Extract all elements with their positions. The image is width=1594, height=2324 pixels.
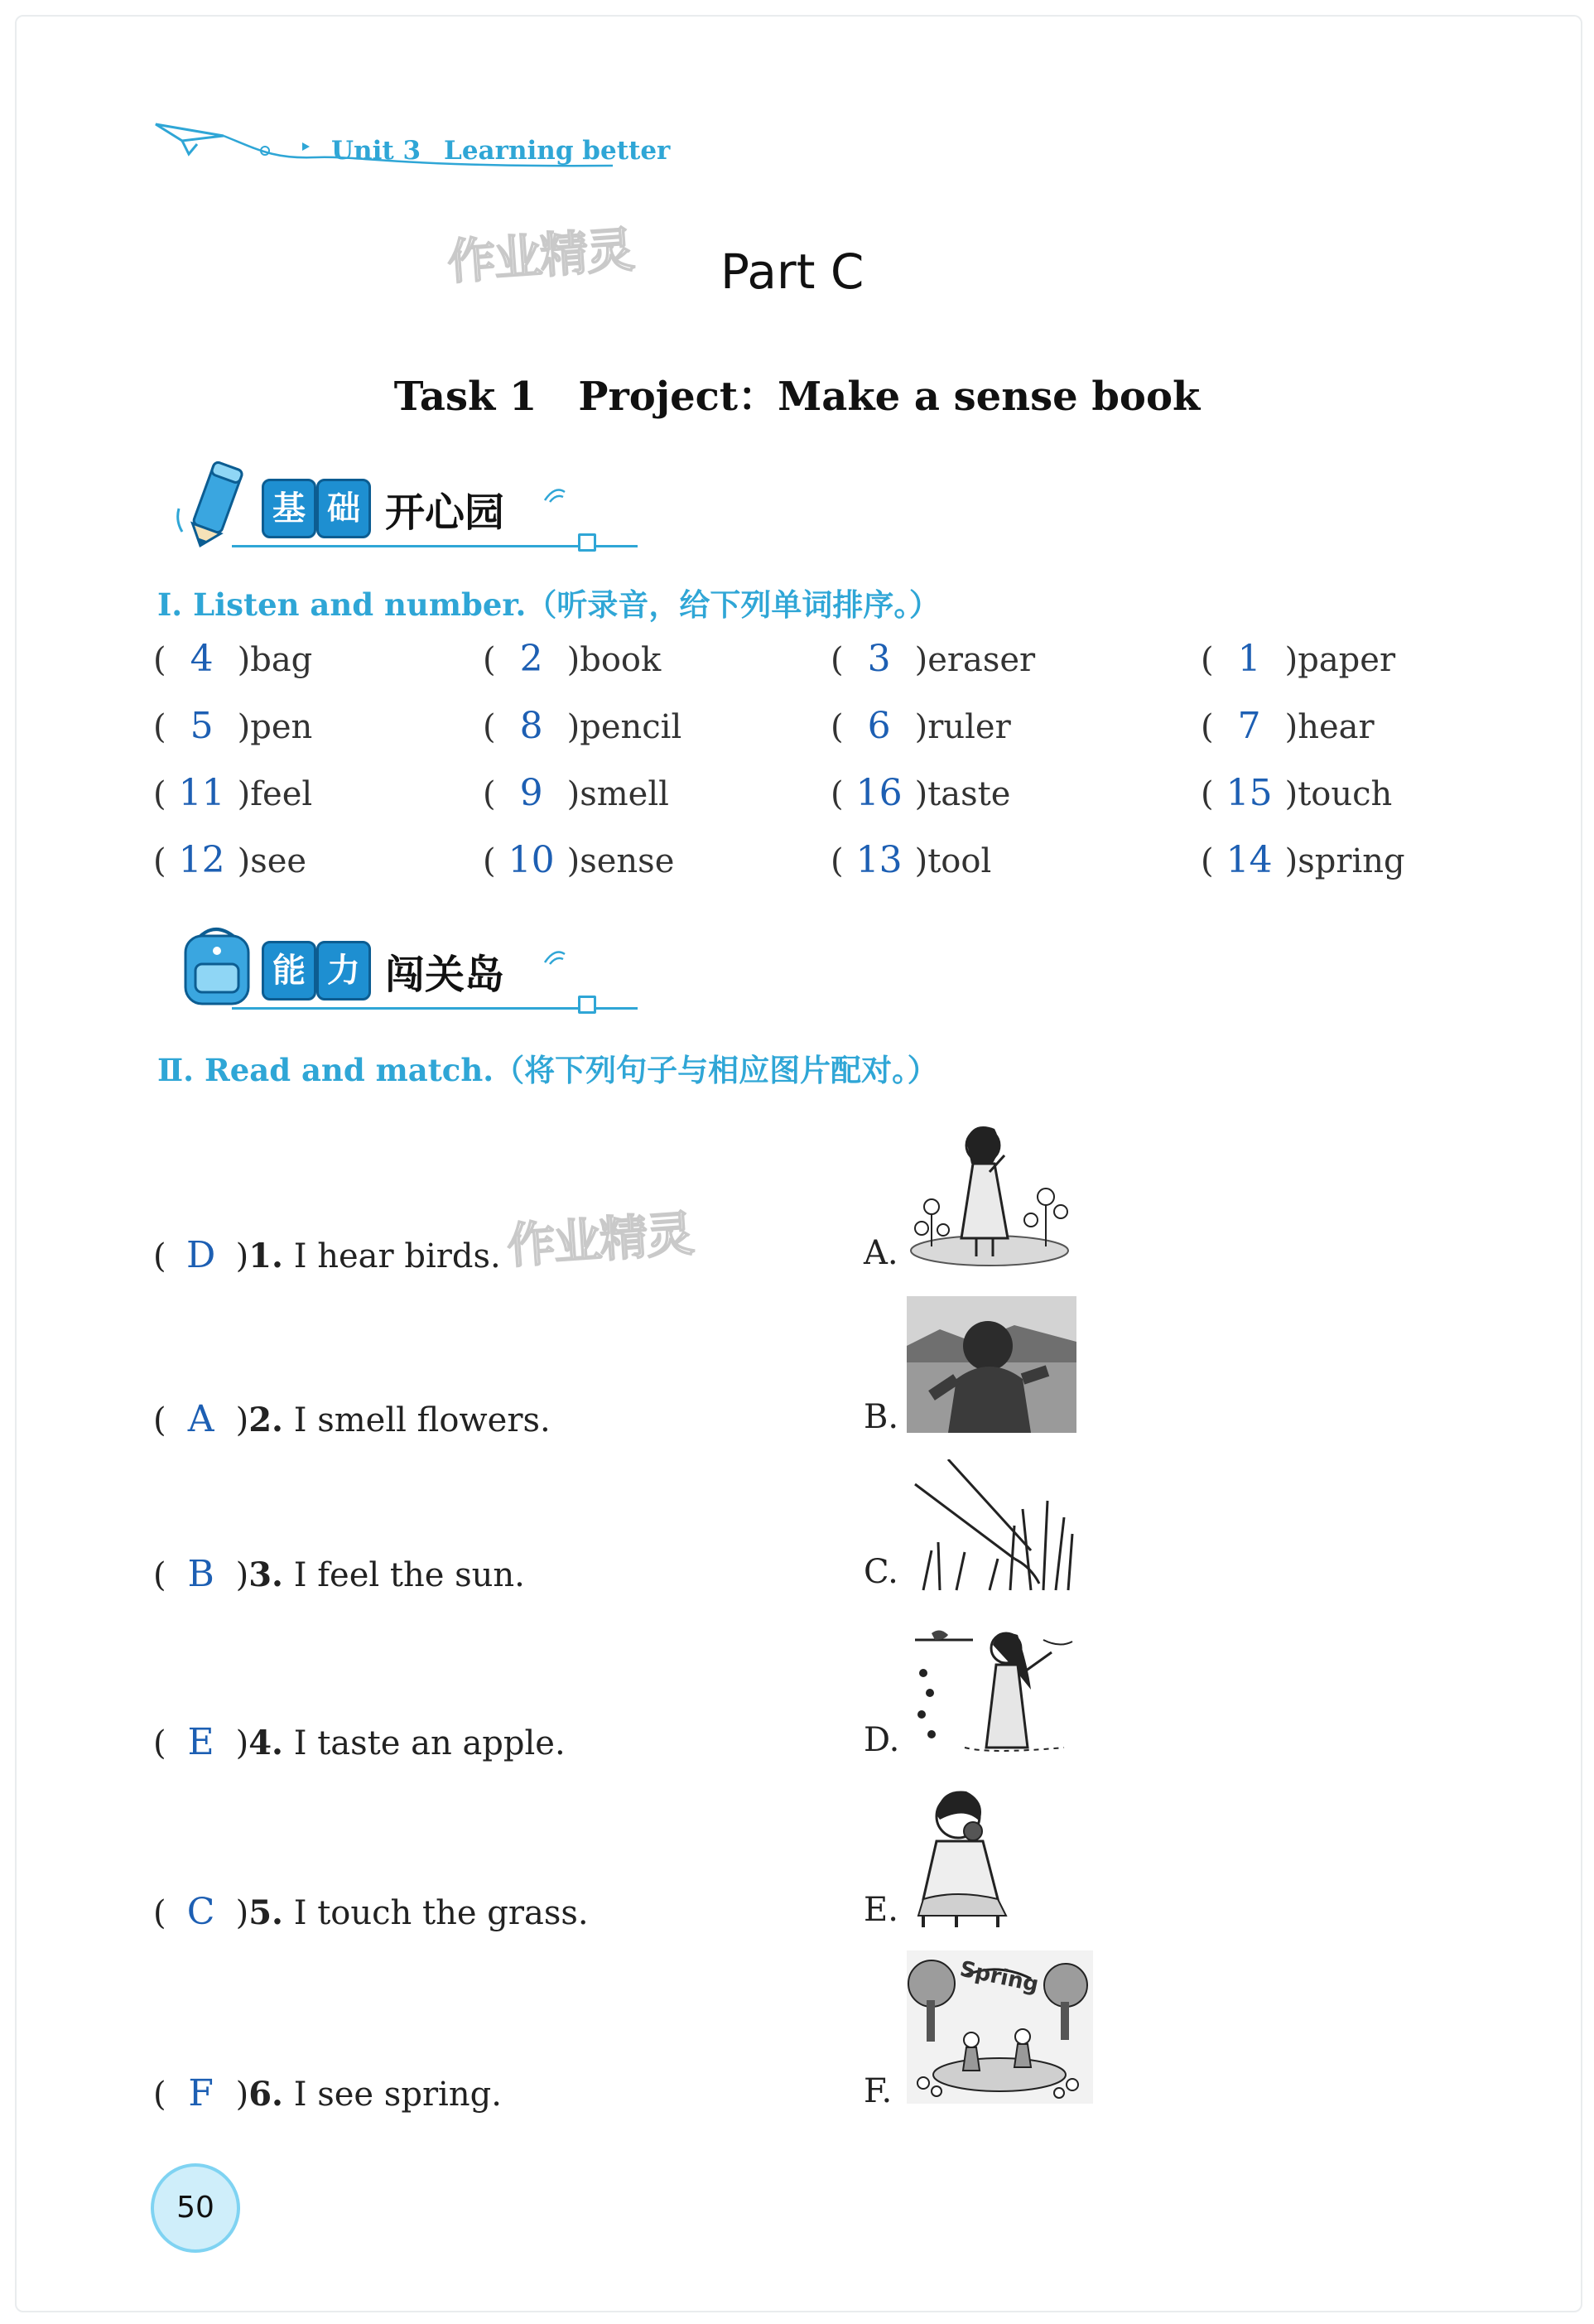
- person-feeling-sun-image: [907, 1296, 1076, 1433]
- girl-hearing-birds-image: [907, 1623, 1076, 1760]
- picture-label: C.: [864, 1553, 898, 1591]
- word: see: [250, 842, 307, 880]
- word-item: ( 15 )touch: [1201, 772, 1393, 814]
- picture-label: F.: [864, 2072, 893, 2110]
- word: bag: [250, 641, 313, 679]
- word: taste: [927, 775, 1011, 813]
- answer: 10: [508, 839, 555, 881]
- word: smell: [580, 775, 669, 813]
- word: hear: [1298, 708, 1375, 746]
- answer: 6: [867, 705, 891, 747]
- answer: F: [188, 2072, 214, 2114]
- watermark: 作业精灵: [445, 221, 635, 291]
- word-grid: [153, 638, 1478, 906]
- answer: 7: [1237, 705, 1261, 747]
- word-item: ( 3 )eraser: [831, 638, 1036, 680]
- word: ruler: [927, 708, 1011, 746]
- word-row: [153, 839, 1478, 906]
- answer: 14: [1226, 839, 1273, 881]
- answer: B: [187, 1553, 214, 1595]
- match-item: ( F )6. I see spring.: [153, 2072, 502, 2114]
- section-banner-basic: [157, 454, 621, 562]
- item-number: 1.: [248, 1237, 283, 1275]
- sound-wave-icon: [538, 477, 571, 510]
- word: paper: [1298, 641, 1396, 679]
- answer: 11: [178, 772, 225, 814]
- unit-label: Unit 3: [331, 136, 421, 166]
- word-item: ( 5 )pen: [153, 705, 313, 747]
- sound-wave-icon: [538, 939, 571, 972]
- answer: 3: [867, 638, 891, 680]
- girl-smelling-flowers-image: [907, 1114, 1076, 1267]
- watermark: 作业精灵: [505, 1205, 695, 1275]
- word-item: ( 4 )bag: [153, 638, 313, 680]
- banner-title-basic: 开心园: [385, 489, 505, 536]
- word: feel: [250, 775, 313, 813]
- match-item: ( D )1. I hear birds.: [153, 1234, 501, 1276]
- banner-title-ability: 闯关岛: [385, 952, 505, 998]
- match-item: ( B )3. I feel the sun.: [153, 1553, 525, 1595]
- part-title: Part C: [720, 243, 864, 300]
- word-item: ( 11 )feel: [153, 772, 313, 814]
- page-border: [15, 15, 1582, 2312]
- sentence: I feel the sun.: [293, 1556, 525, 1594]
- word-item: ( 7 )hear: [1201, 705, 1375, 747]
- word: spring: [1298, 842, 1405, 880]
- word-item: ( 8 )pencil: [483, 705, 682, 747]
- word-item: ( 12 )see: [153, 839, 307, 881]
- item-number: 3.: [248, 1555, 283, 1594]
- tag-ability-2: 力: [316, 941, 371, 1000]
- word: eraser: [927, 641, 1036, 679]
- answer: 16: [855, 772, 903, 814]
- unit-title: Learning better: [444, 136, 671, 166]
- word-item: ( 2 )book: [483, 638, 662, 680]
- task-title: [0, 364, 1594, 422]
- match-item: ( E )4. I taste an apple.: [153, 1721, 566, 1763]
- banner-underline: [232, 1007, 638, 1010]
- girl-tasting-apple-image: [907, 1783, 1076, 1928]
- section2-instruction: [157, 1045, 938, 1090]
- spring-scene-image: [907, 1950, 1093, 2104]
- hand-touching-grass-image: [907, 1459, 1076, 1592]
- picture-label: A.: [864, 1234, 898, 1272]
- tag-basic-1: 基: [262, 479, 316, 538]
- match-item: ( A )2. I smell flowers.: [153, 1398, 551, 1440]
- word-item: ( 13 )tool: [831, 839, 992, 881]
- answer: D: [185, 1234, 216, 1276]
- word-item: ( 6 )ruler: [831, 705, 1011, 747]
- picture-label: D.: [864, 1721, 900, 1759]
- sentence: I touch the grass.: [293, 1894, 589, 1932]
- picture-label: E.: [864, 1891, 898, 1929]
- answer: 15: [1226, 772, 1273, 814]
- sentence: I hear birds.: [293, 1237, 501, 1275]
- instruction-cn: （听录音，给下列单词排序。）: [526, 587, 940, 623]
- answer: 12: [178, 839, 225, 881]
- item-number: 4.: [248, 1724, 283, 1762]
- item-number: 6.: [248, 2075, 283, 2114]
- item-number: 5.: [248, 1893, 283, 1932]
- instruction-cn: （将下列句子与相应图片配对。）: [494, 1053, 938, 1088]
- instruction-en: Ⅰ. Listen and number.: [157, 586, 527, 623]
- word-item: ( 14 )spring: [1201, 839, 1405, 881]
- word-row: [153, 705, 1478, 772]
- answer: 4: [190, 638, 214, 680]
- answer: 1: [1237, 638, 1261, 680]
- word: pencil: [580, 708, 682, 746]
- section1-instruction: [157, 580, 940, 624]
- banner-underline-end: [578, 533, 596, 552]
- word-item: ( 10 )sense: [483, 839, 675, 881]
- item-number: 2.: [248, 1401, 283, 1439]
- tag-basic-2: 础: [316, 479, 371, 538]
- task-label: Task 1: [393, 374, 537, 420]
- word: touch: [1298, 775, 1393, 813]
- backpack-icon: [174, 921, 257, 1012]
- word-item: ( 16 )taste: [831, 772, 1011, 814]
- answer: 8: [519, 705, 543, 747]
- sentence: I taste an apple.: [293, 1724, 566, 1762]
- answer: 5: [190, 705, 214, 747]
- match-item: ( C )5. I touch the grass.: [153, 1891, 589, 1933]
- picture-label: B.: [864, 1398, 899, 1436]
- word-row: [153, 772, 1478, 839]
- word-item: ( 9 )smell: [483, 772, 669, 814]
- word: book: [580, 641, 662, 679]
- answer: 9: [519, 772, 543, 814]
- sentence: I see spring.: [293, 2076, 502, 2114]
- task-name: Project：Make a sense book: [578, 374, 1201, 420]
- word: tool: [927, 842, 992, 880]
- answer: 13: [855, 839, 903, 881]
- banner-underline-end: [578, 996, 596, 1014]
- banner-underline: [232, 545, 638, 547]
- answer: E: [187, 1721, 214, 1763]
- answer: A: [187, 1398, 214, 1440]
- spring-sign: Spring: [957, 1956, 1041, 1998]
- tag-ability-1: 能: [262, 941, 316, 1000]
- answer: C: [186, 1891, 215, 1933]
- instruction-en: Ⅱ. Read and match.: [157, 1052, 494, 1088]
- pencil-icon: [174, 459, 257, 550]
- sentence: I smell flowers.: [293, 1401, 551, 1439]
- word: pen: [250, 708, 313, 746]
- word: sense: [580, 842, 675, 880]
- word-item: ( 1 )paper: [1201, 638, 1396, 680]
- answer: 2: [519, 638, 543, 680]
- section-banner-ability: [157, 916, 621, 1024]
- word-row: [153, 638, 1478, 705]
- page-number: 50: [151, 2163, 240, 2253]
- unit-header: [149, 108, 679, 182]
